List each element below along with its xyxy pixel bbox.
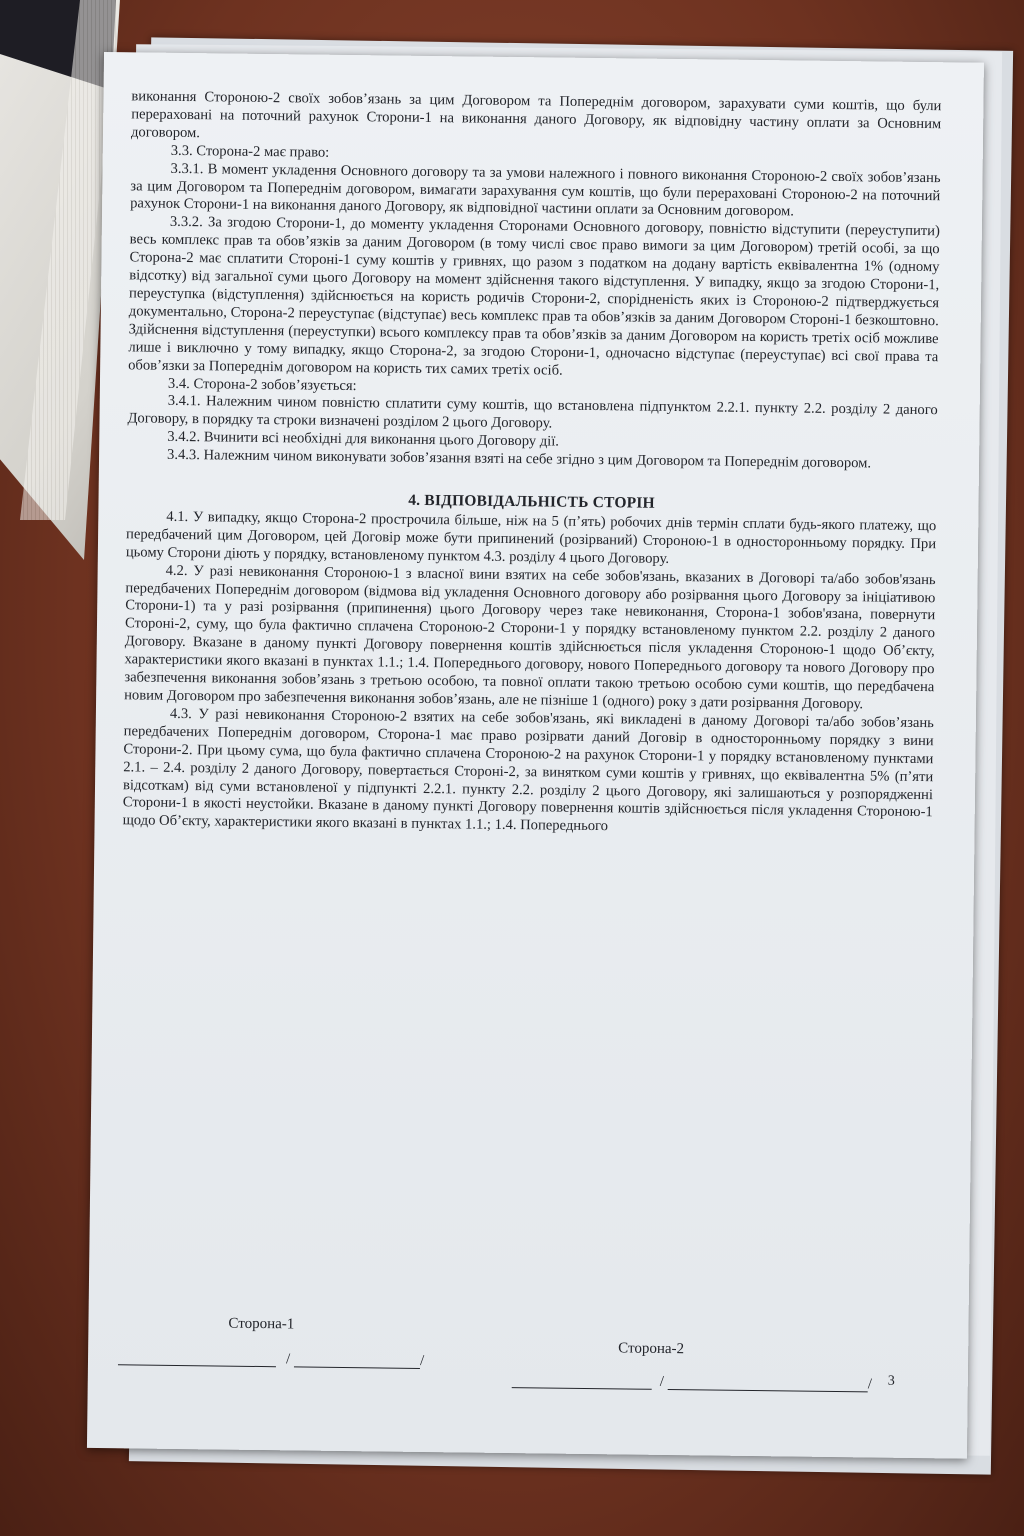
signature-line [512, 1387, 652, 1390]
paragraph: 3.4.3. Належним чином виконувати зобов’язання взяті на себе згідно з цим Договором та Попереднім договором. [166, 446, 872, 472]
document-body [122, 88, 941, 840]
signature-name-line [294, 1366, 420, 1369]
signature-label-party1: Сторона-1 [228, 1315, 295, 1333]
paragraph: 3.4.2. Вчинити всі необхідні для виконання цього Договору дії. [167, 429, 560, 450]
signature-line [118, 1364, 276, 1367]
signature-slash: / [659, 1373, 665, 1390]
signature-slash: / [419, 1352, 425, 1370]
paragraph: 4.1. У випадку, якщо Сторона-2 прострочила більше, ніж на 5 (п’ять) робочих днів термін сплати будь-якого платежу, що передбачений цим Договором, цей Договір може бути припинений (розірваний) Стороною-1 в односторонньому порядку. При цьому Сторони діють у порядку, встановленому пунктом 4.3. розділу 4 цього Договору. [125, 508, 937, 567]
paragraph: 3.4. Сторона-2 зобов’язується: [167, 375, 357, 394]
paragraph: виконання Стороною-2 своїх зобов’язань за цим Договором та Попереднім договором, зарахувати суми коштів, що були перераховані на поточний рахунок Сторони-1 на виконання даного Договору, як відповідну частину оплати за Основним договором. [130, 88, 942, 141]
signature-label-party2: Сторона-2 [618, 1340, 685, 1358]
paragraph: 3.4.1. Належним чином повністю сплатити суму коштів, що встановлена підпунктом 2.2.1. пункту 2.2. розділу 2 даного Договору, в порядку та строки визначені розділом 2 цього Договору. [127, 393, 938, 432]
paragraph: 3.3.1. В момент укладення Основного договору та за умови належного і повного виконання Стороною-2 своїх зобов’язань за цим Договором та Попереднім договором, вимагати зарахування сум коштів, що були перераховані Стороною-2 на поточний рахунок Сторони-1 на виконання даного Договору, як відповідної частини оплати за Основним договором. [130, 160, 941, 220]
paragraph: 4.2. У разі невиконання Стороною-1 з власної вини взятих на себе зобов'язань, вказаних в Договорі та/або зобов'язань передбачених Попереднім договором (відмова від укладення Основного договору або розірвання цього Договору за ініціативою Сторони-1) та у разі розірвання (припинення) цього Договору через таке невиконання, Сторона-1 зобов'язана, повернути Стороні-2, суму, що була фактично сплачена Стороною-2 Сторони-1 у порядку встановленому пунктом 2.2. розділу 2 даного Договору. Вказане в даному пункті Договору повернення коштів здійснюється після укладення Стороною-1 щодо Об’єкту, характеристики якого вказані в пунктах 1.1.; 1.4. Попереднього договору, нового Попереднього договору та нового Договору про забезпечення виконання зобов’язань з третьою особою, та повної оплати такою третьою особою суми коштів, що передбачена новим Договором про забезпечення виконання зобов’язань, але не пізніше 1 (одного) року з дати розірвання Договору. [124, 562, 936, 713]
section-heading: 4. ВІДПОВІДАЛЬНІСТЬ СТОРІН [408, 491, 655, 512]
paragraph: 3.3.2. За згодою Сторони-1, до моменту укладення Сторонами Основного договору, повністю відступити (переуступити) весь комплекс прав та обов’язків за даним Договором (в тому числі своє право вимоги за цим Договором) третій особі, за що Сторона-2 має сплатити Стороні-1 суму коштів у гривнях, що разом з податком на додану вартість еквівалентна 1% (одному відсотку) від загальної суми цього Договору на момент здійснення такого відступлення. У випадку, якщо за згодою Сторони-1, переуступка (відступлення) здійснюється на користь родичів Сторони-2, спорідненість яких із Стороною-2 підтверджується документально, Сторона-2 переуступає (відступає) весь комплекс прав та обов’язків за даним Договором Стороні-1 безкоштовно. Здійснення відступлення (переуступки) всього комплексу прав та обов’язків за даним Договором на користь третіх осіб можливе лише і виключно у тому випадку, якщо Сторона-2, за згодою Сторони-1, одночасно відступає (переуступає) всі свої права та обов’язки за Попереднім договором на користь тих самих третіх осіб. [128, 214, 940, 379]
signature-slash: / [867, 1376, 873, 1393]
signature-name-line [668, 1389, 868, 1392]
paragraph: 4.3. У разі невиконання Стороною-2 взятих на себе зобов'язань, які викладені в даному Договорі та/або зобов’язань передбачених Попереднім договором, Сторона-1 має право розірвати даний Договір в односторонньому порядку з вини Сторони-2. При цьому сума, що була фактично сплачена Стороною-2 на рахунок Сторони-1 у порядку встановленому пунктами 2.1. – 2.4. розділу 2 даного Договору, повертається Стороні-2, за винятком суми коштів у гривнях, що еквівалентна 5% (п’яти відсоткам) від суми встановленої у підпункті 2.2.1. пункту 2.2. розділу 2 цього Договору, які залишаються у розпорядженні Сторони-1 в якості неустойки. Вказане в даному пункті Договору повернення коштів здійснюється після укладення Стороною-1 щодо Об’єкту, характеристики якого вказані в пунктах 1.1.; 1.4. Попереднього [122, 705, 934, 835]
page-number: 3 [887, 1373, 895, 1389]
paragraph: 3.3. Сторона-2 має право: [170, 142, 330, 161]
signature-slash: / [285, 1351, 291, 1368]
document-page [87, 52, 984, 1459]
